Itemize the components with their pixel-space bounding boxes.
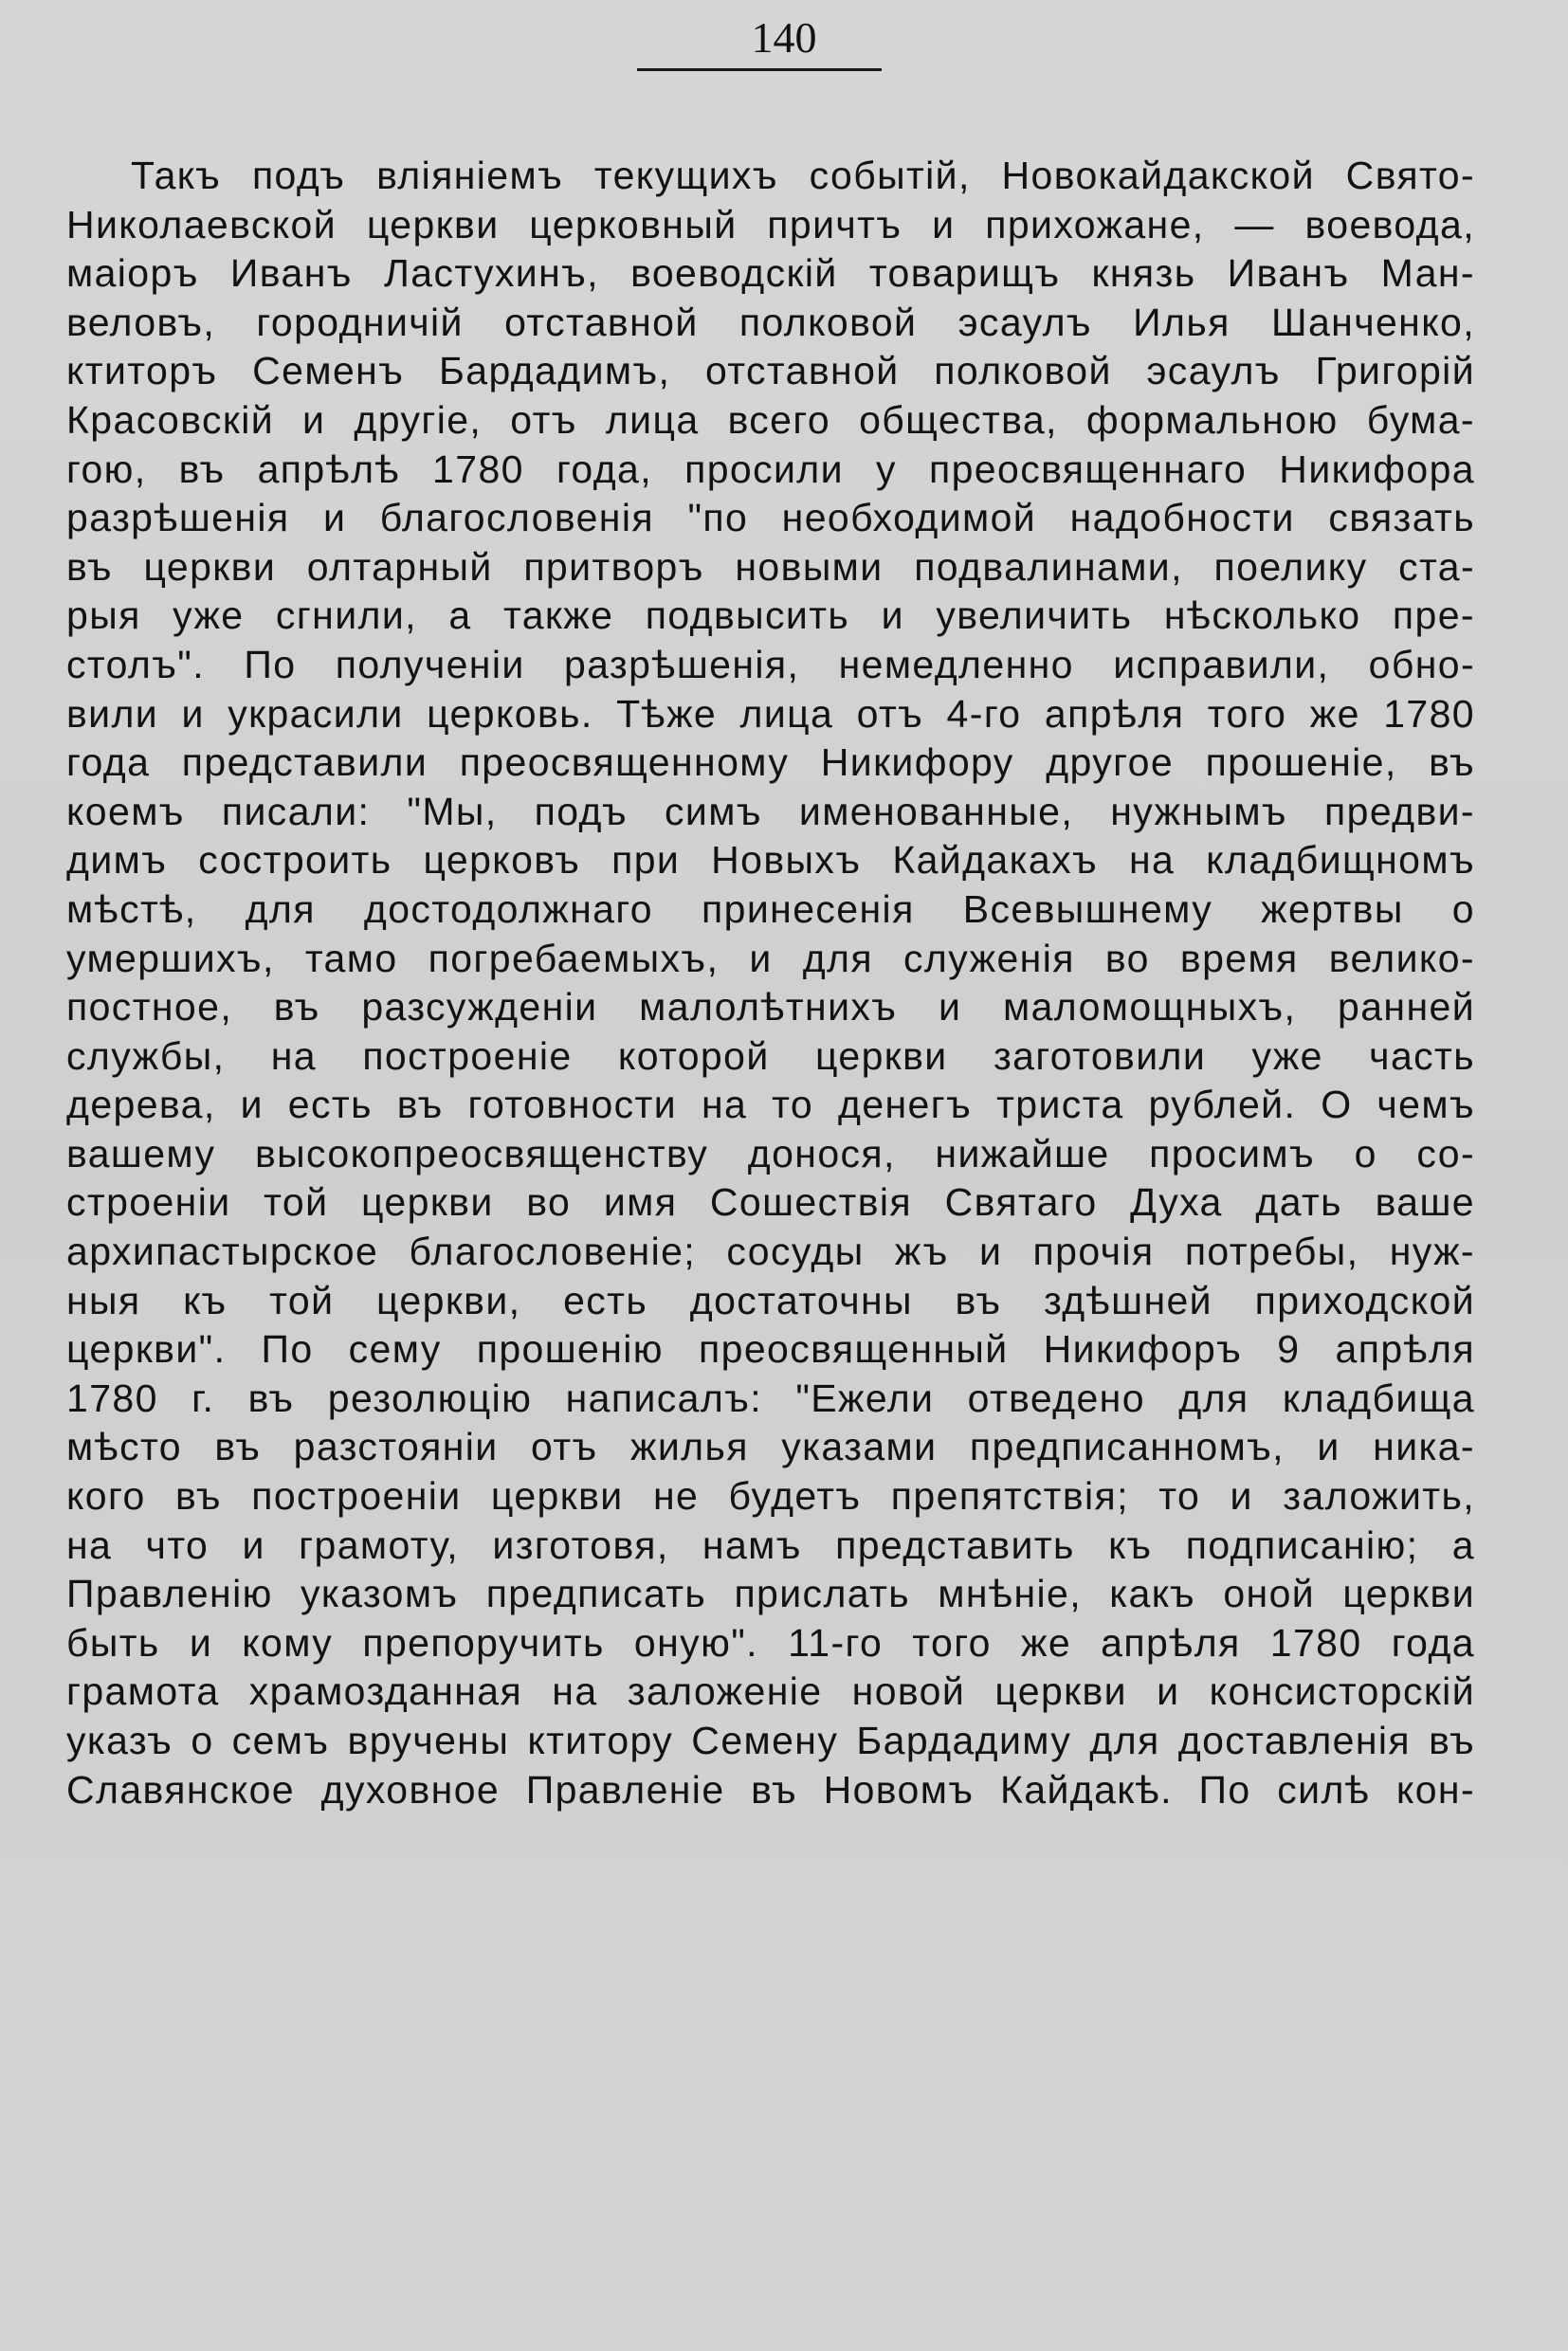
text-line: въ церкви олтарный притворъ новыми подвалинами, поелику ста-	[66, 544, 1475, 589]
text-line: Такъ подъ вліяніемъ текущихъ событій, Новокайдакской Свято-	[131, 154, 1475, 197]
text-line: вили и украсили церковь. Тѣже лица отъ 4-го апрѣля того же 1780	[66, 691, 1475, 736]
text-line: постное, въ разсужденіи малолѣтнихъ и маломощныхъ, ранней	[66, 985, 1475, 1030]
text-line: службы, на построеніе которой церкви заготовили уже часть	[66, 1033, 1475, 1078]
text-line: кого въ построеніи церкви не будетъ препятствія; то и заложить,	[66, 1474, 1475, 1519]
text-line: вашему высокопреосвященству донося, нижайше просимъ о со-	[66, 1131, 1475, 1176]
text-line: на что и грамоту, изготовя, намъ представить къ подписанію; а	[66, 1522, 1475, 1567]
text-line: мѣсто въ разстояніи отъ жилья указами предписанномъ, и ника-	[66, 1425, 1475, 1469]
page-number: 140	[751, 13, 817, 62]
text-line: умершихъ, тамо погребаемыхъ, и для служенія во время велико-	[66, 936, 1475, 980]
text-line: грамота храмозданная на заложеніе новой церкви и консисторскій	[66, 1669, 1475, 1714]
text-line: Славянское духовное Правленіе въ Новомъ Кайдакѣ. По силѣ кон-	[66, 1767, 1475, 1812]
text-line: архипастырское благословеніе; сосуды жъ и прочія потребы, нуж-	[66, 1230, 1475, 1274]
text-line: мѣстѣ, для достодолжнаго принесенія Всевышнему жертвы о	[66, 886, 1475, 931]
text-line: указъ о семъ вручены ктитору Семену Бардадиму для доставленія въ	[66, 1719, 1475, 1762]
text-line: церкви". По сему прошенію преосвященный Никифоръ 9 апрѣля	[66, 1327, 1475, 1372]
text-line: года представили преосвященному Никифору другое прошеніе, въ	[66, 740, 1475, 785]
text-line: коемъ писали: "Мы, подъ симъ именованные, нужнымъ предви-	[66, 789, 1475, 833]
body-text	[66, 152, 1475, 1814]
text-line: быть и кому препоручить оную". 11-го того же апрѣля 1780 года	[66, 1620, 1475, 1665]
text-line: столъ". По полученіи разрѣшенія, немедленно исправили, обно-	[66, 642, 1475, 686]
text-line: веловъ, городничій отставной полковой эсаулъ Илья Шанченко,	[66, 300, 1475, 344]
text-line: Николаевской церкви церковный причтъ и прихожане, — воевода,	[66, 202, 1475, 246]
text-line: дерева, и есть въ готовности на то денегъ триста рублей. О чемъ	[66, 1083, 1475, 1127]
text-line: рыя уже сгнили, а также подвысить и увеличить нѣсколько пре-	[66, 593, 1475, 638]
text-line: 1780 г. въ резолюцію написалъ: "Ежели отведено для кладбища	[66, 1376, 1475, 1420]
text-line: Красовскій и другіе, отъ лица всего общества, формальною бума-	[66, 397, 1475, 442]
text-line: разрѣшенія и благословенія "по необходимой надобности связать	[66, 496, 1475, 540]
page-number-rule	[637, 68, 882, 71]
text-line: Правленію указомъ предписать прислать мнѣніе, какъ оной церкви	[66, 1572, 1475, 1616]
text-line: маіоръ Иванъ Ластухинъ, воеводскій товарищъ князь Иванъ Ман-	[66, 251, 1475, 296]
text-line: гою, въ апрѣлѣ 1780 года, просили у преосвященнаго Никифора	[66, 447, 1475, 491]
text-line: строеніи той церкви во имя Сошествія Святаго Духа дать ваше	[66, 1180, 1475, 1225]
text-line: ныя къ той церкви, есть достаточны въ здѣшней приходской	[66, 1278, 1475, 1322]
text-line: димъ состроить церковъ при Новыхъ Кайдакахъ на кладбищномъ	[66, 838, 1475, 883]
text-line: ктиторъ Семенъ Бардадимъ, отставной полковой эсаулъ Григорій	[66, 349, 1475, 393]
